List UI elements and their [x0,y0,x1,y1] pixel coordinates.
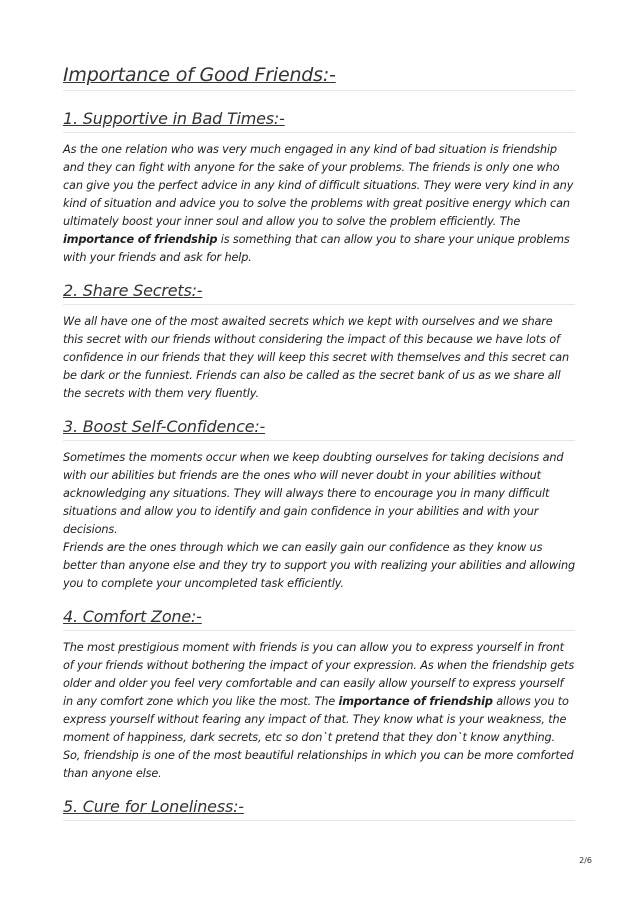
section-heading [63,281,575,305]
section [63,797,575,821]
section-paragraph [63,639,575,783]
section-heading [63,797,575,821]
paragraph-text: We all have one of the most awaited secrets which we kept with ourselves and we share this secret with our friends without considering the impact of this because we have lots of confidence in our friends that they will keep this secret with themselves and this secret can be dark or the funniest. Friends can also be called as the secret bank of us as we share all the secrets with them very fluently. [63,315,570,400]
spacer [63,133,575,141]
spacer [63,91,575,109]
section [63,607,575,797]
paragraph-text: As the one relation who was very much engaged in any kind of bad situation is friendship and they can fight with anyone for the sake of your problems. The friends is only one who can give you the perfect advice in any kind of difficult situations. They were very kind in any kind of situation and advice you to solve the problems with great positive energy which can ultimately boost your inner soul and allow you to solve the problem efficiently. The [63,143,574,228]
spacer [63,593,575,607]
section-heading [63,417,575,441]
section-heading-text: 3. Boost Self-Confidence:- [63,417,266,436]
section-paragraph [63,539,575,593]
spacer [63,267,575,281]
emphasis-text: importance of friendship [63,233,218,246]
document-body [63,64,575,821]
spacer [63,403,575,417]
section-heading-text: 2. Share Secrets:- [63,281,203,300]
paragraph-text: The most prestigious moment with friends is you can allow you to express yourself in front of your friends without bothering the impact of your expression. As when the friendship gets older and older you feel very comfortable and can easily allow yourself to express yourself in any comfort zone which you like the most. The [63,641,575,708]
section-heading-text: 5. Cure for Loneliness:- [63,797,244,816]
paragraph-text: Friends are the ones through which we can easily gain our confidence as they know us better than anyone else and they try to support you with realizing your abilities and allowing you to complete your uncompleted task efficiently. [63,541,575,590]
page-title: Importance of Good Friends:- [63,64,575,91]
section-paragraph [63,141,575,267]
section-heading-text: 1. Supportive in Bad Times:- [63,109,285,128]
section [63,417,575,607]
paragraph-text: Sometimes the moments occur when we keep doubting ourselves for taking decisions and with our abilities but friends are the ones who will never doubt in your abilities without acknowledging any situations. They will always there to encourage you in many difficult situations and allow you to identify and gain confidence in your abilities and with your decisions. [63,451,564,536]
section-heading [63,607,575,631]
section [63,109,575,281]
sections-container [63,109,575,821]
page-number: 2/6 [579,856,592,865]
spacer [63,305,575,313]
section-paragraph [63,449,575,539]
emphasis-text: importance of friendship [338,695,493,708]
paragraph-text: is something that can allow you to share your unique problems with your friends and ask for help. [63,233,570,264]
section-heading [63,109,575,133]
spacer [63,783,575,797]
spacer [63,631,575,639]
section-heading-text: 4. Comfort Zone:- [63,607,202,626]
spacer [63,441,575,449]
section-paragraph [63,313,575,403]
section [63,281,575,417]
paragraph-text: allows you to express yourself without fearing any impact of that. They know what is your weakness, the moment of happiness, dark secrets, etc so don`t pretend that they don`t know anything. So, friendship is one of the most beautiful relationships in which you can be more comforted than anyone else. [63,695,574,780]
